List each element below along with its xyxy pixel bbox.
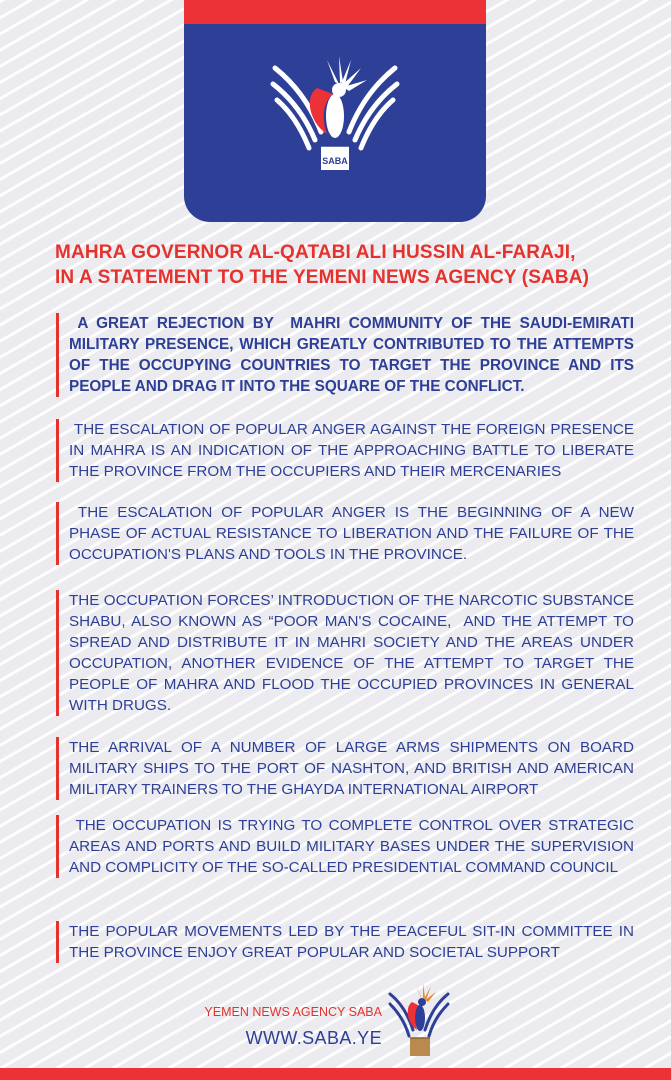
statement-paragraph: THE ESCALATION OF POPULAR ANGER IS THE BEGINNING OF A NEW PHASE OF ACTUAL RESISTANCE TO LIBERATION AND THE FAILURE OF THE OCCUPATION'S PLANS AND TOOLS IN THE PROVINCE.	[56, 502, 634, 565]
footer-saba-logo-icon	[388, 982, 450, 1060]
top-red-bar	[184, 0, 486, 24]
headline-line-2: IN A STATEMENT TO THE YEMENI NEWS AGENCY (SABA)	[55, 267, 590, 288]
footer-website-url: WWW.SABA.YE	[245, 1028, 382, 1048]
headline-line-1: MAHRA GOVERNOR AL-QATABI ALI HUSSIN AL-FARAJI,	[55, 242, 576, 263]
bottom-red-bar	[0, 1068, 671, 1080]
statement-paragraph: THE ESCALATION OF POPULAR ANGER AGAINST THE FOREIGN PRESENCE IN MAHRA IS AN INDICATION OF THE APPROACHING BATTLE TO LIBERATE THE PROVINCE FROM THE OCCUPIERS AND THEIR MERCENARIES	[56, 419, 634, 482]
statement-paragraph: THE OCCUPATION IS TRYING TO COMPLETE CONTROL OVER STRATEGIC AREAS AND PORTS AND BUILD MILITARY BASES UNDER THE SUPERVISION AND COMPLICITY OF THE SO-CALLED PRESIDENTIAL COMMAND COUNCIL	[56, 815, 634, 878]
headline	[55, 240, 635, 290]
header-logo-panel	[184, 24, 486, 222]
saba-logo-icon	[269, 54, 401, 180]
logo-text: SABA	[322, 156, 348, 166]
footer-agency-name: YEMEN NEWS AGENCY SABA	[204, 1005, 382, 1019]
statement-paragraph: THE ARRIVAL OF A NUMBER OF LARGE ARMS SHIPMENTS ON BOARD MILITARY SHIPS TO THE PORT OF NASHTON, AND BRITISH AND AMERICAN MILITARY TRAINERS TO THE GHAYDA INTERNATIONAL AIRPORT	[56, 737, 634, 800]
statement-paragraph: THE OCCUPATION FORCES’ INTRODUCTION OF THE NARCOTIC SUBSTANCE SHABU, ALSO KNOWN AS “POOR MAN'S COCAINE, AND THE ATTEMPT TO SPREAD AND DISTRIBUTE IT IN MAHRI SOCIETY AND THE AREAS UNDER OCCUPATION, ANOTHER EVIDENCE OF THE ATTEMPT TO TARGET THE PEOPLE OF MAHRA AND FLOOD THE OCCUPIED PROVINCES IN GENERAL WITH DRUGS.	[56, 590, 634, 716]
statement-paragraph: A GREAT REJECTION BY MAHRI COMMUNITY OF THE SAUDI-EMIRATI MILITARY PRESENCE, WHICH GREATLY CONTRIBUTED TO THE ATTEMPTS OF THE OCCUPYING COUNTRIES TO TARGET THE PROVINCE AND ITS PEOPLE AND DRAG IT INTO THE SQUARE OF THE CONFLICT.	[56, 313, 634, 397]
statement-paragraph: THE POPULAR MOVEMENTS LED BY THE PEACEFUL SIT-IN COMMITTEE IN THE PROVINCE ENJOY GREAT POPULAR AND SOCIETAL SUPPORT	[56, 921, 634, 963]
